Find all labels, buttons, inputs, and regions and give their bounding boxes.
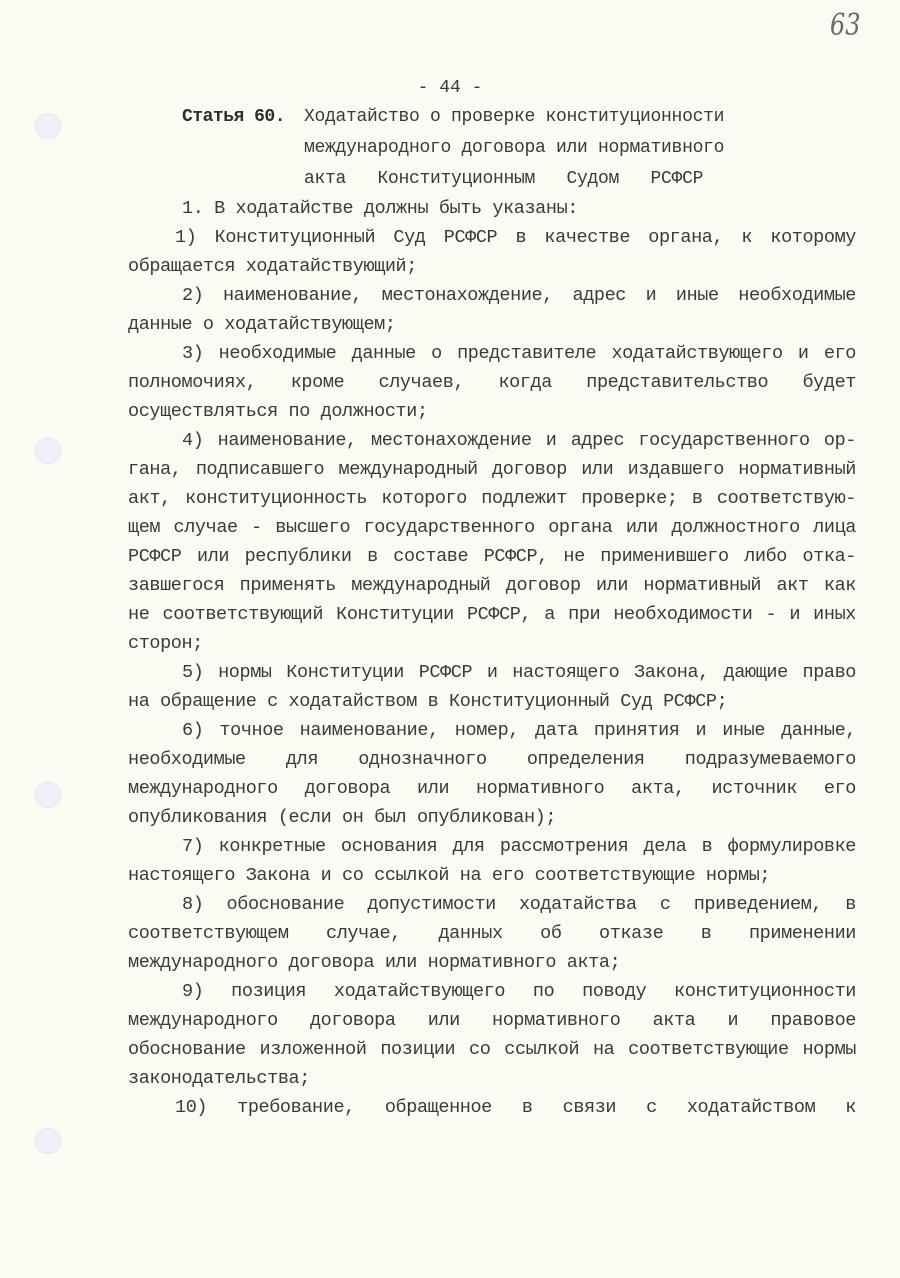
paragraph-line: данные о ходатайствующем; bbox=[128, 314, 396, 335]
paragraph-line: осуществляться по должности; bbox=[128, 401, 428, 422]
article-title-line: международного договора или нормативного bbox=[304, 138, 725, 158]
paragraph-line: 9) позиция ходатайствующего по поводу конституционности bbox=[182, 981, 856, 1002]
article-title-line: Ходатайство о проверке конституционности bbox=[304, 107, 725, 127]
paragraph-line: обоснование изложенной позиции со ссылкой на соответствующие нормы bbox=[128, 1039, 856, 1060]
punch-hole bbox=[35, 113, 61, 139]
paragraph-line: 1) Конституционный Суд РСФСР в качестве органа, к которому bbox=[175, 227, 856, 248]
handwritten-folio-number: 63 bbox=[830, 8, 861, 43]
paragraph-line: законодательства; bbox=[128, 1068, 310, 1089]
paragraph-line: международного договора или нормативного акта и правовое bbox=[128, 1010, 856, 1031]
paragraph-line: 6) точное наименование, номер, дата принятия и иные данные, bbox=[182, 720, 856, 741]
punch-hole bbox=[35, 438, 61, 464]
paragraph-line: сторон; bbox=[128, 633, 203, 654]
punch-hole bbox=[35, 782, 61, 808]
paragraph-line: необходимые для однозначного определения подразумеваемого bbox=[128, 749, 856, 770]
paragraph-line: 2) наименование, местонахождение, адрес и иные необходимые bbox=[182, 285, 856, 306]
punch-hole bbox=[35, 1128, 61, 1154]
paragraph-line: соответствующем случае, данных об отказе в применении bbox=[128, 923, 856, 944]
paragraph-line: 3) необходимые данные о представителе ходатайствующего и его bbox=[182, 343, 856, 364]
paragraph-line: международного договора или нормативного акта, источник его bbox=[128, 778, 856, 799]
paragraph-line: 1. В ходатайстве должны быть указаны: bbox=[182, 198, 578, 219]
paragraph-line: 5) нормы Конституции РСФСР и настоящего Закона, дающие право bbox=[182, 662, 856, 683]
paragraph-line: 4) наименование, местонахождение и адрес государственного ор- bbox=[182, 430, 856, 451]
paragraph-line: обращается ходатайствующий; bbox=[128, 256, 417, 277]
page-number: - 44 - bbox=[417, 78, 483, 98]
paragraph-line: полномочиях, кроме случаев, когда представительство будет bbox=[128, 372, 856, 393]
paragraph-line: опубликования (если он был опубликован); bbox=[128, 807, 557, 828]
paragraph-line: РСФСР или республики в составе РСФСР, не применившего либо отка- bbox=[128, 546, 856, 567]
paragraph-line: акт, конституционность которого подлежит проверке; в соответствую- bbox=[128, 488, 856, 509]
paragraph-line: настоящего Закона и со ссылкой на его соответствующие нормы; bbox=[128, 865, 771, 886]
paragraph-line: международного договора или нормативного акта; bbox=[128, 952, 621, 973]
paragraph-line: 8) обоснование допустимости ходатайства с приведением, в bbox=[182, 894, 856, 915]
paragraph-line: не соответствующий Конституции РСФСР, а при необходимости - и иных bbox=[128, 604, 856, 625]
paragraph-line: гана, подписавшего международный договор или издавшего нормативный bbox=[128, 459, 856, 480]
article-label: Статья 60. bbox=[182, 107, 286, 127]
paragraph-line: на обращение с ходатайством в Конституционный Суд РСФСР; bbox=[128, 691, 728, 712]
paragraph-line: 7) конкретные основания для рассмотрения дела в формулировке bbox=[182, 836, 856, 857]
article-title-line: акта Конституционным Судом РСФСР bbox=[304, 169, 704, 189]
paragraph-line: щем случае - высшего государственного органа или должностного лица bbox=[128, 517, 856, 538]
paragraph-line: 10) требование, обращенное в связи с ходатайством к bbox=[175, 1097, 856, 1118]
paragraph-line: завшегося применять международный договор или нормативный акт как bbox=[128, 575, 856, 596]
